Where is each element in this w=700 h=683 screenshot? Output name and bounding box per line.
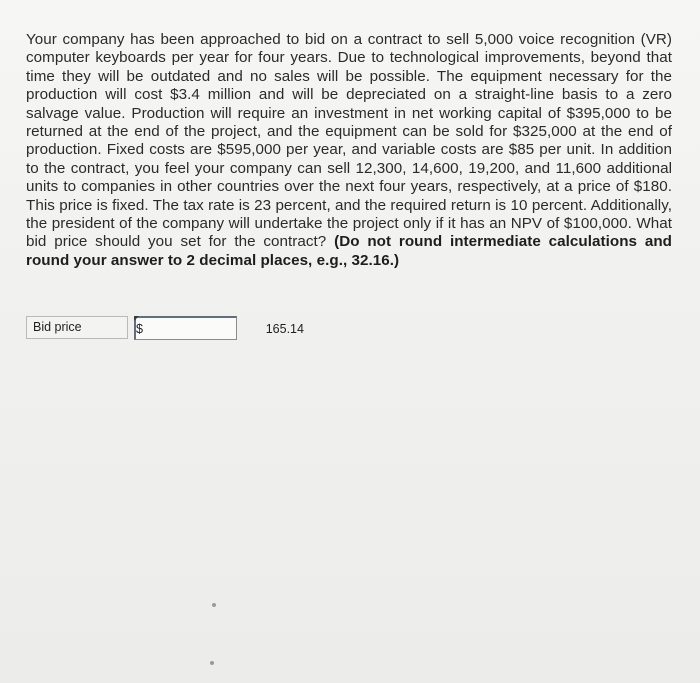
answer-row [26,316,237,339]
question-body: Your company has been approached to bid on a contract to sell 5,000 voice recognition (VR) computer keyboards per year for four years. Due to technological improvements, beyond that time they will be outdated and no sales will be possible. The equipment necessary for the production will cost $3.4 million and will be depreciated on a straight-line basis to a zero salvage value. Production will require an investment in net working capital of $395,000 to be returned at the end of the project, and the equipment can be sold for $325,000 at the end of production. Fixed costs are $595,000 per year, and variable costs are $85 per unit. In addition to the contract, you feel your company can sell 12,300, 14,600, 19,200, and 11,600 additional units to companies in other countries over the next four years, respectively, at a price of $180. This price is fixed. The tax rate is 23 percent, and the required return is 10 percent. Additionally, the president of the company will undertake the project only if it has an NPV of $100,000. What bid price should you set for the contract? [26,31,672,251]
question-instructions: (Do not round intermediate calculations and round your answer to 2 decimal places, e.g., 32.16.) [26,233,672,269]
page-speck [212,603,216,607]
page-speck [210,661,214,665]
currency-symbol: $ [136,321,143,336]
bid-price-field[interactable] [134,316,237,340]
bid-price-label: Bid price [26,316,128,339]
question-text [26,31,672,270]
bid-price-input[interactable] [143,319,308,338]
field-corner-marker [134,316,139,321]
